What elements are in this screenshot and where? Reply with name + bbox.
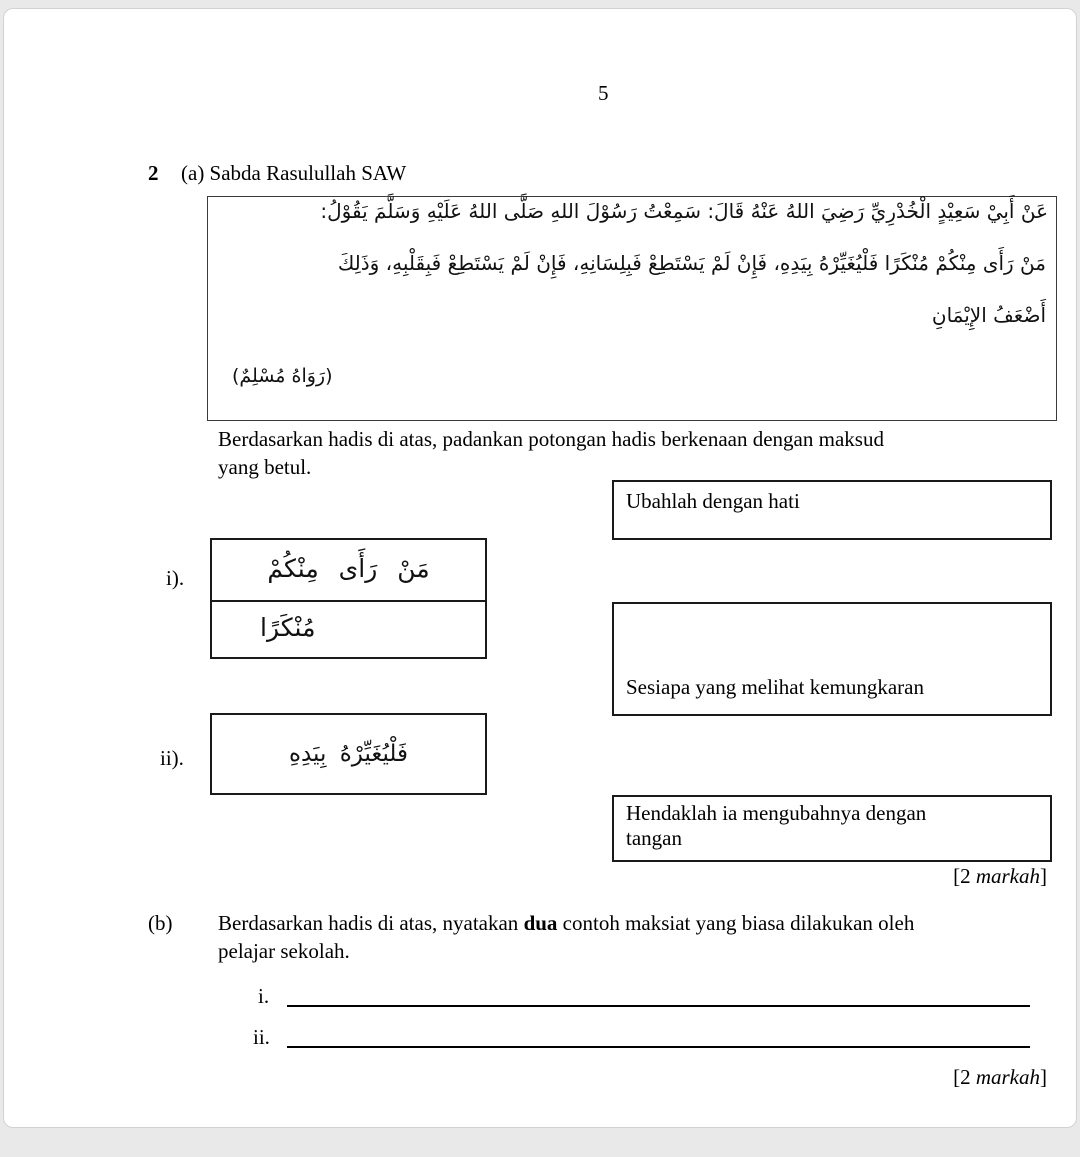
answer-blank-line-i[interactable]	[287, 1005, 1030, 1007]
answer-box-kemungkaran	[612, 602, 1052, 716]
marks-a-italic: markah	[975, 864, 1040, 888]
instruction-line-2: yang betul.	[218, 455, 312, 479]
marks-part-a	[953, 864, 1047, 889]
question-number: 2	[148, 161, 159, 185]
blank-ii-label: ii.	[253, 1025, 270, 1049]
answer-box-tangan-line-2: tangan	[626, 826, 682, 850]
hadith-line-1: عَنْ أَبِيْ سَعِيْدٍ الْخُدْرِيِّ رَضِيَ اللهُ عَنْهُ قَالَ: سَمِعْتُ رَسُوْلَ اللهِ صَلَّى اللهُ عَلَيْهِ وَسَلَّمَ يَقُوْلُ:	[320, 199, 1048, 223]
part-b-text-line-2: pelajar sekolah.	[218, 939, 350, 963]
marks-a-suffix: ]	[1040, 864, 1047, 888]
match-item-ii-label: ii).	[160, 746, 184, 770]
answer-box-heart-text: Ubahlah dengan hati	[626, 489, 800, 513]
part-b-text-bold: dua	[523, 911, 558, 935]
marks-b-italic: markah	[975, 1065, 1040, 1089]
hadith-box	[207, 196, 1057, 421]
instruction-line-1: Berdasarkan hadis di atas, padankan potongan hadis berkenaan dengan maksud	[218, 427, 884, 451]
match-item-ii-box	[210, 713, 487, 795]
answer-blank-line-ii[interactable]	[287, 1046, 1030, 1048]
answer-box-tangan	[612, 795, 1052, 862]
match-item-ii-arabic: فَلْيُغَيِّرْهُ بِيَدِهِ	[288, 741, 409, 767]
marks-part-b	[953, 1065, 1047, 1090]
blank-i-label: i.	[258, 984, 270, 1008]
part-b-text-after: contoh maksiat yang biasa dilakukan oleh	[557, 911, 915, 935]
paper-sheet	[3, 8, 1077, 1128]
marks-b-prefix: [2	[953, 1065, 976, 1089]
part-b-text-line-1	[218, 910, 914, 937]
marks-b-suffix: ]	[1040, 1065, 1047, 1089]
answer-box-tangan-line-1: Hendaklah ia mengubahnya dengan	[626, 801, 927, 825]
hadith-source: (رَوَاهُ مُسْلِمٌ)	[232, 365, 333, 387]
hadith-line-2: مَنْ رَأَى مِنْكُمْ مُنْكَرًا فَلْيُغَيِّرْهُ بِيَدِهِ، فَإِنْ لَمْ يَسْتَطِعْ فَبِلِسَانِهِ، فَإِنْ لَمْ يَسْتَطِعْ فَبِقَلْبِهِ، وَذَلِكَ	[337, 251, 1046, 275]
answer-box-heart	[612, 480, 1052, 540]
answer-box-kemungkaran-text: Sesiapa yang melihat kemungkaran	[626, 675, 924, 699]
part-b-text-before: Berdasarkan hadis di atas, nyatakan	[218, 911, 524, 935]
hadith-line-3: أَضْعَفُ الإِيْمَانِ	[931, 303, 1046, 327]
match-item-i-label: i).	[166, 566, 185, 590]
part-b-label: (b)	[148, 911, 173, 935]
marks-a-prefix: [2	[953, 864, 976, 888]
part-a-heading: (a) Sabda Rasulullah SAW	[181, 161, 407, 185]
page-number: 5	[598, 81, 609, 105]
match-item-i-box	[210, 538, 487, 659]
match-item-i-arabic-bottom: مُنْكَرًا	[260, 613, 316, 642]
match-item-i-arabic-top: مَنْ رَأَى مِنْكُمْ	[212, 540, 485, 602]
